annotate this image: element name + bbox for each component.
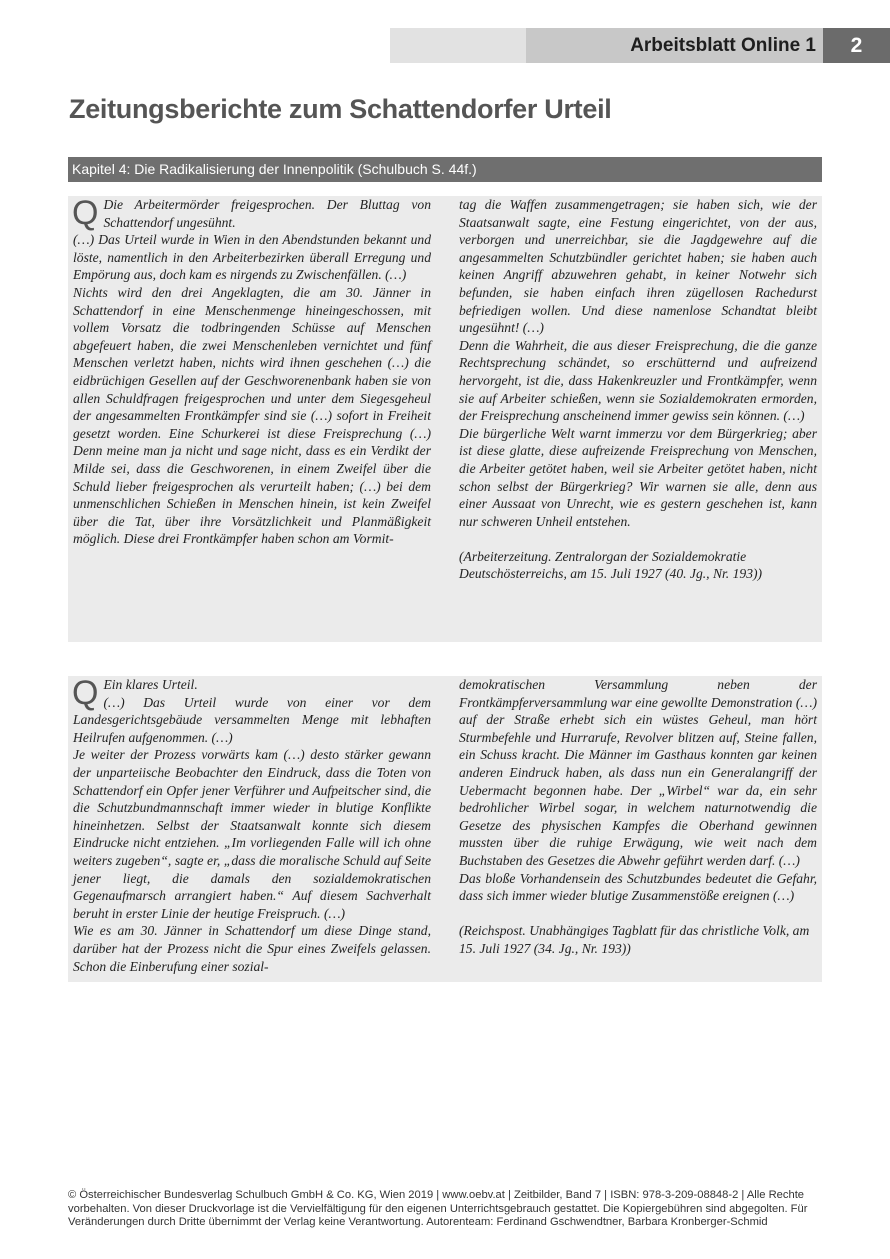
source-marker: Q (72, 674, 99, 712)
header-bar (390, 28, 890, 63)
source-paragraph: demokratischen Versammlung neben der Frontkämpferversammlung war eine gewollte Demonstration (…) auf der Straße erhebt sich ein wüstes Geheul, man hört Sturmbefehle und Hurrarufe, Revolver blitzen auf, Steine fallen, ein Schuss kracht. Die Männer im Gasthaus konnten gar keinen anderen Eindruck haben, als dass nun ein Generalangriff der Uebermacht begonnen habe. Der „Wirbel“ war da, ein sehr bedrohlicher Wirbel sogar, in welchem naturnotwendig die Gesetze des physischen Kampfes die Oberhand gewinnen mussten über die ruhige Erwägung, wie weit nach dem Buchstaben des Gesetzes die Abwehr geführt werden darf. (…) (459, 677, 817, 868)
source-citation: (Arbeiterzeitung. Zentralorgan der Sozialdemokratie Deutschösterreichs, am 15. Juli 1927 (40. Jg., Nr. 193)) (459, 548, 763, 582)
source-marker: Q (72, 194, 99, 232)
source-left-column (73, 196, 431, 548)
page-number: 2 (823, 28, 890, 63)
source-paragraph: (…) Das Urteil wurde von einer vor dem Landesgerichtsgebäude versammelten Menge mit lebhaften Heilrufen aufgenommen. (…) (73, 694, 431, 745)
source-right-column (459, 196, 817, 583)
source-box-arbeiterzeitung (68, 196, 822, 642)
source-paragraph: Wie es am 30. Jänner in Schattendorf um diese Dinge stand, darüber hat der Prozess nicht die Spur eines Zweifels gelassen. Schon die Einberufung einer sozial- (73, 923, 431, 974)
source-citation: (Reichspost. Unabhängiges Tagblatt für das christliche Volk, am 15. Juli 1927 (34. Jg., Nr. 193)) (459, 923, 810, 956)
source-right-column (459, 676, 817, 958)
source-paragraph: Je weiter der Prozess vorwärts kam (…) desto stärker gewann der unparteiische Beobachter den Eindruck, dass die Toten von Schattendorf ein Opfer jener Verführer und Aufpeitscher sind, die die Schutzbundmannschaft immer wieder in blutige Konflikte hineinhetzen. Selbst der Staatsanwalt konnte sich diesem Eindrucke nicht entziehen. „Im vorliegenden Falle will ich ohne weiters zugeben“, sagte er, „dass die moralische Schuld auf Seite jener liegt, die damals den sozialdemokratischen Gegenaufmarsch arrangiert haben.“ Auf diesem Sachverhalt beruht in erster Linie der heutige Freispruch. (…) (73, 747, 431, 921)
source-box-reichspost (68, 676, 822, 982)
source-paragraph: Die bürgerliche Welt warnt immerzu vor dem Bürgerkrieg; aber ist diese glatte, diese aufreizende Freisprechung von Menschen, die Arbeiter getötet haben, weil sie Arbeiter getötet haben, nicht schon selbst der Bürgerkrieg? Wir warnen sie alle, denn aus einer Aussaat von Unrecht, wie es gestern geschehen ist, kann nur schweren Unheil entstehen. (459, 425, 817, 529)
source-paragraph: (…) Das Urteil wurde in Wien in den Abendstunden bekannt und löste, namentlich in den Arbeiterbezirken überall Erregung und Empörung aus, doch kam es nirgends zu Zwischenfällen. (…) (73, 232, 431, 283)
copyright-footer: © Österreichischer Bundesverlag Schulbuch GmbH & Co. KG, Wien 2019 | www.oebv.at | Zeitbilder, Band 7 | ISBN: 978-3-209-08848-2 | Alle Rechte vorbehalten. Von dieser Druckvorlage ist die Vervielfältigung für den eigenen Unterrichtsgebrauch gestattet. Die Kopiergebühren sind abgegolten. Für Veränderungen durch Dritte übernimmt der Verlag keine Verantwortung. Autorenteam: Ferdinand Gschwendtner, Barbara Kronberger-Schmid (68, 1189, 808, 1229)
source-paragraph: Nichts wird den drei Angeklagten, die am 30. Jänner in Schattendorf in eine Menschenmenge hineingeschossen, mit vollem Vorsatz die todbringenden Schüsse auf Menschen abgefeuert haben, die zwei Menschenleben vernichtet und fünf Menschen verletzt haben, nichts wird ihnen geschehen (…) die eidbrüchigen Gesellen auf der Geschworenenbank haben sie von allen Schuldfragen freigesprochen und unter dem Siegesgeheul der angesammelten Frontkämpfer sind sie (…) sofort in Freiheit gesetzt worden. Eine Schurkerei ist diese Freisprechung (…) Denn meine man ja nicht und sage nicht, dass es ein Verdikt der Milde sei, dass die Geschworenen, in einem Zweifel über die Schuld lieber freigesprochen als verurteilt haben; (…) bei dem unmenschlichen Schießen in Menschen hinein, ist kein Zweifel über die Tat, über ihre Vorsätzlichkeit und Planmäßigkeit möglich. Diese drei Frontkämpfer haben schon am Vormit- (73, 284, 431, 547)
source-left-column (73, 676, 431, 975)
source-headline: Die Arbeitermörder freigesprochen. Der Bluttag von Schattendorf ungesühnt. (103, 197, 431, 230)
page-title: Zeitungsberichte zum Schattendorfer Urteil (69, 94, 612, 124)
source-paragraph: Das bloße Vorhandensein des Schutzbundes bedeutet die Gefahr, dass sich immer wieder blutige Zusammenstöße ereignen (…) (459, 870, 817, 904)
source-paragraph: Denn die Wahrheit, die aus dieser Freisprechung, die die ganze Rechtsprechung schändet, so erschütternd und aufreizend hervorgeht, ist die, dass Hakenkreuzler und Frontkämpfer, wenn sie auf Arbeiter schießen, wenn sie Sozialdemokraten ermorden, der Freisprechung anscheinend immer gewiss sein können. (…) (459, 337, 817, 424)
worksheet-label: Arbeitsblatt Online 1 (630, 35, 816, 56)
header-bar-light-segment (390, 28, 526, 63)
source-paragraph: tag die Waffen zusammengetragen; sie haben sich, wie der Staatsanwalt sagte, eine Festung eingerichtet, von der aus, verborgen und unerreichbar, sie die Jagdgewehre auf die angesammelten Schutzbündler gerichtet haben; sie haben auch keinen Angriff abzuwehren gehabt, in keiner Notwehr sich befunden, sie haben einfach ihren zügellosen Rachedurst befriedigen wollen. Und diese namenlose Schandtat bleibt ungesühnt! (…) (459, 197, 817, 336)
source-headline: Ein klares Urteil. (103, 677, 198, 692)
chapter-bar: Kapitel 4: Die Radikalisierung der Innenpolitik (Schulbuch S. 44f.) (68, 157, 822, 182)
